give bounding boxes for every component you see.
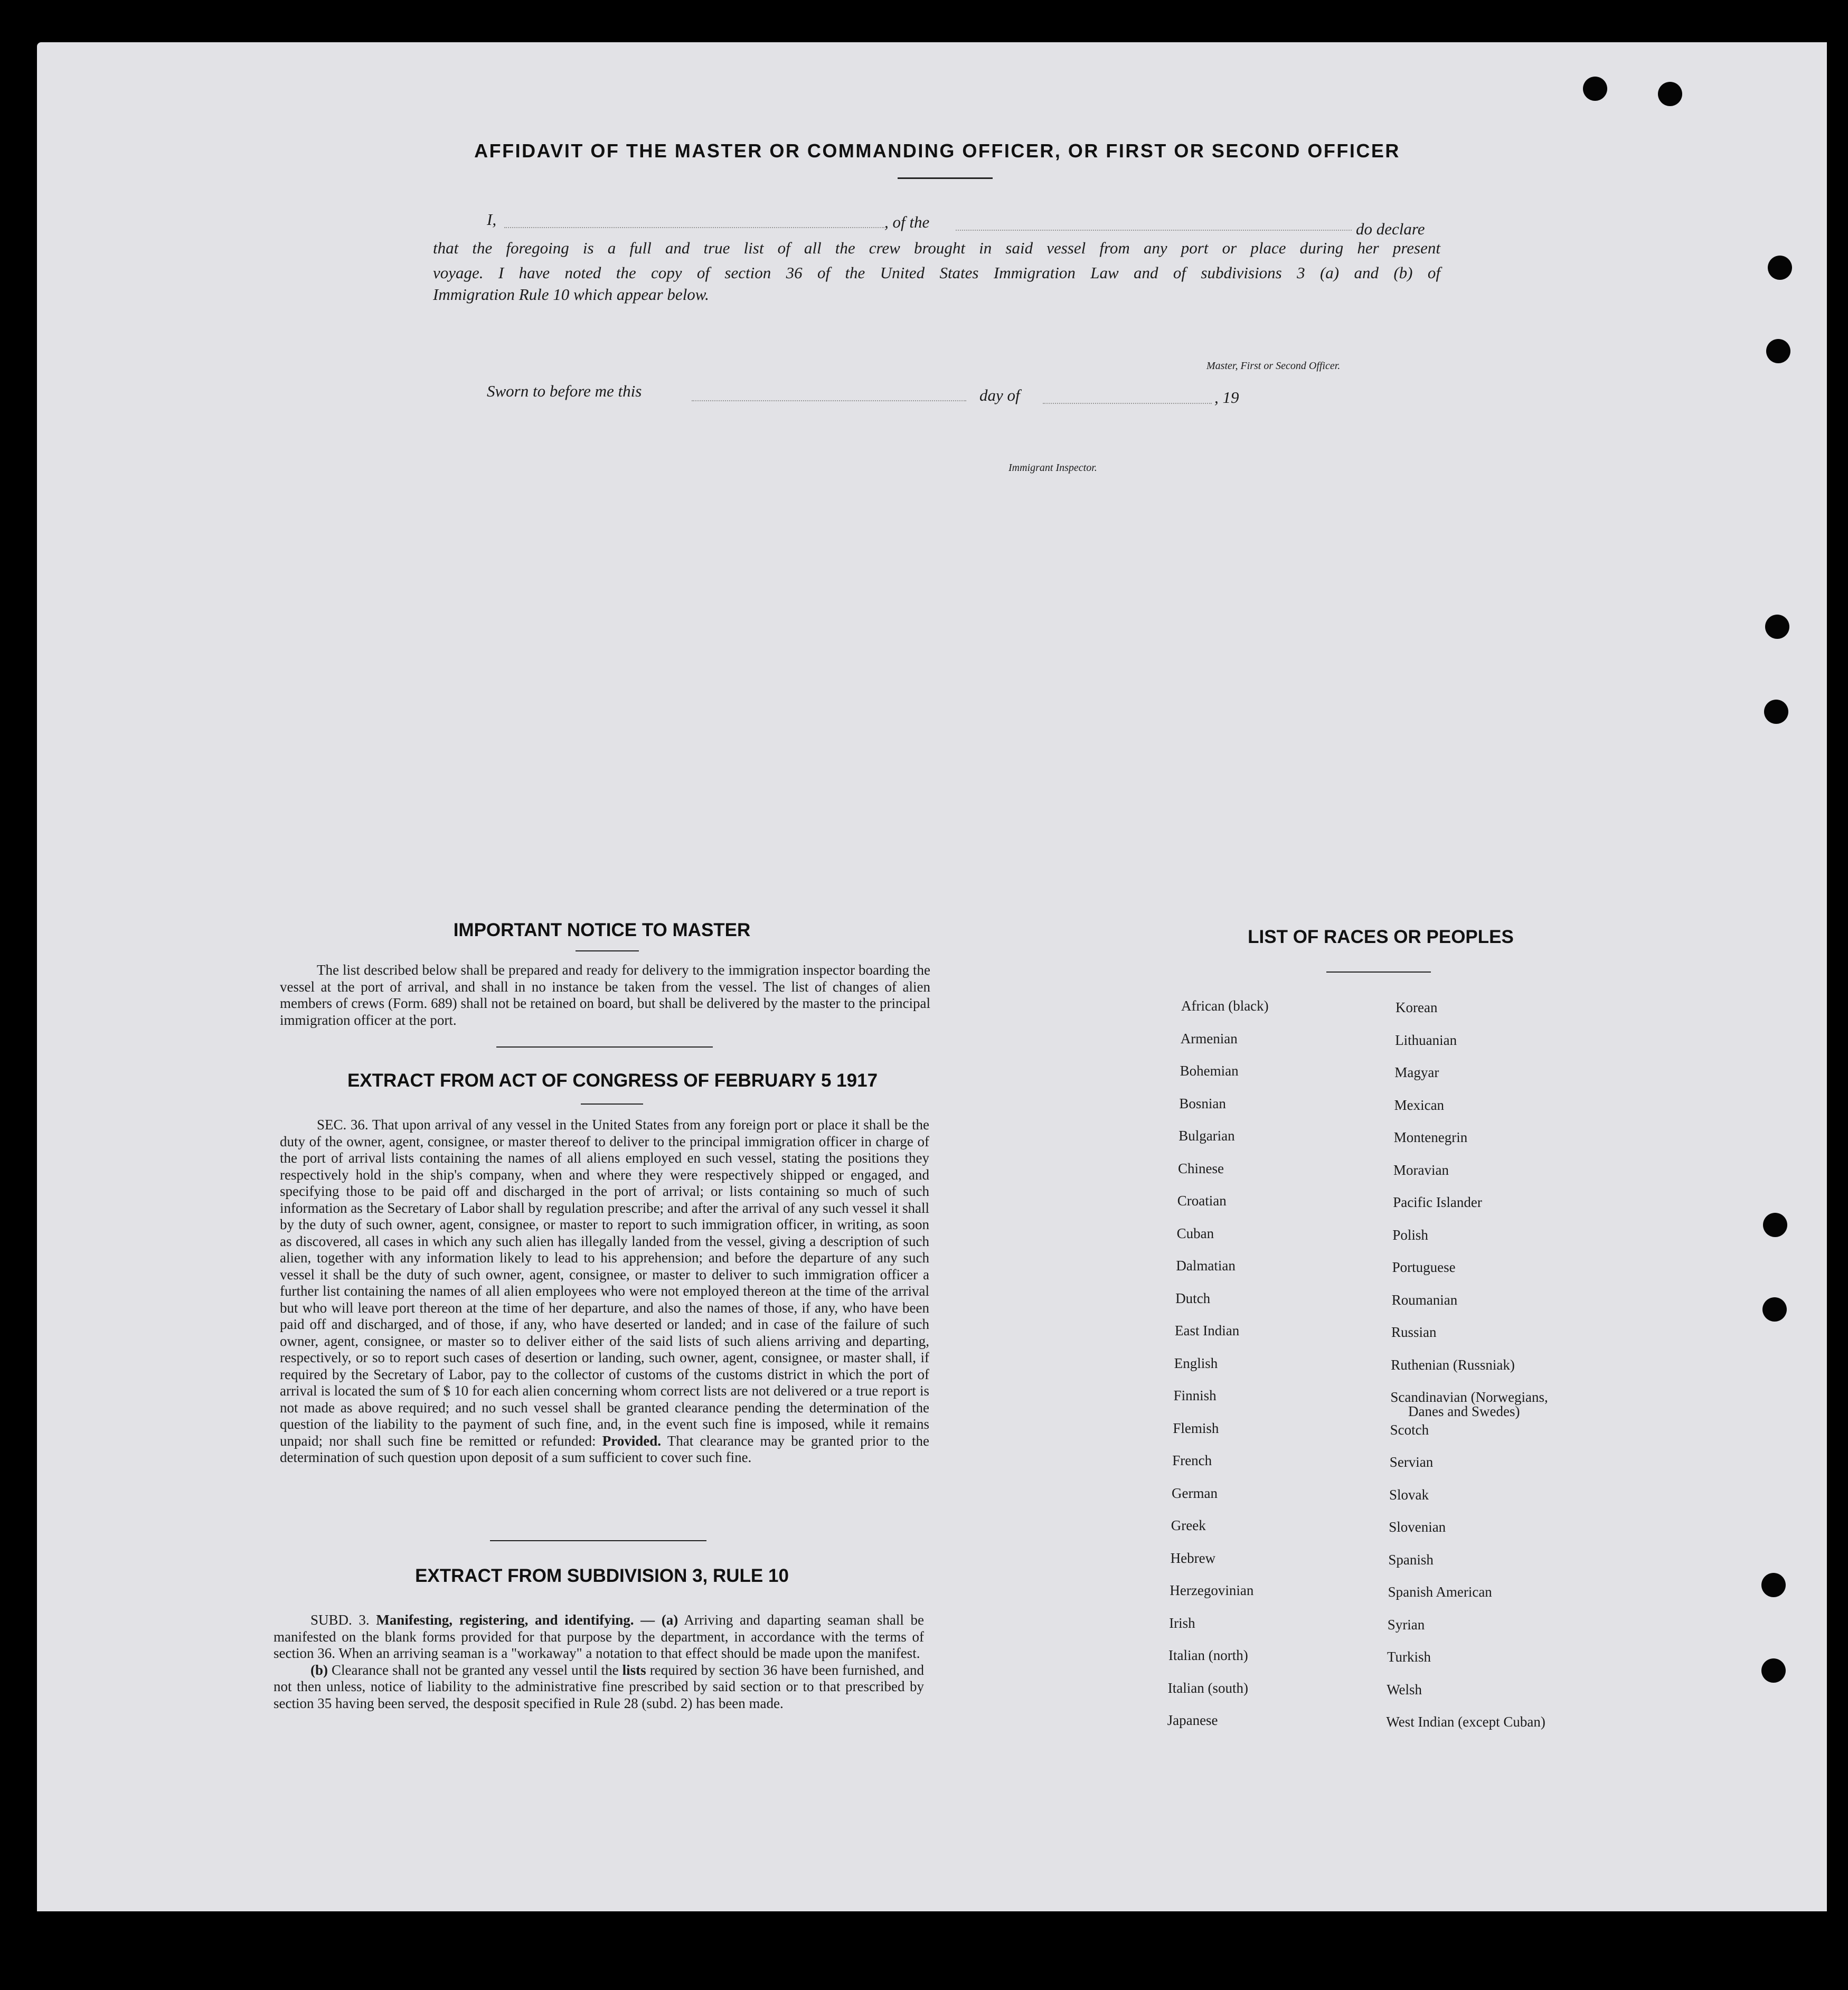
race-item: Slovak bbox=[1389, 1486, 1429, 1503]
section-divider bbox=[490, 1540, 706, 1541]
race-item: Servian bbox=[1389, 1454, 1434, 1470]
provided-label: Provided. bbox=[602, 1432, 662, 1449]
affidavit-line-3: voyage. I have noted the copy of section 36 of the United States Immigration Law and of subdivisions 3 (a) and (b) of bbox=[433, 263, 1440, 282]
binder-hole-icon bbox=[1768, 256, 1792, 280]
binder-hole-icon bbox=[1765, 615, 1789, 639]
sworn-label: Sworn to before me this bbox=[487, 382, 642, 400]
race-item: Ruthenian (Russniak) bbox=[1391, 1356, 1515, 1373]
race-item: Japanese bbox=[1167, 1712, 1218, 1728]
sworn-day-blank[interactable] bbox=[692, 400, 966, 401]
sworn-month-blank[interactable] bbox=[1043, 403, 1212, 404]
race-item: Korean bbox=[1396, 999, 1438, 1015]
race-item: German bbox=[1172, 1485, 1218, 1501]
race-item: Polish bbox=[1392, 1227, 1428, 1243]
immigrant-inspector-caption: Immigrant Inspector. bbox=[1008, 462, 1097, 474]
binder-hole-icon bbox=[1766, 339, 1790, 363]
race-item: Welsh bbox=[1387, 1681, 1422, 1697]
race-item: African (black) bbox=[1181, 998, 1269, 1014]
race-item: Cuban bbox=[1176, 1225, 1214, 1241]
act-text bbox=[280, 1117, 929, 1466]
race-item: Magyar bbox=[1394, 1064, 1439, 1080]
subd-prefix: SUBD. 3. bbox=[310, 1612, 370, 1628]
race-item: Dutch bbox=[1175, 1290, 1211, 1306]
rule-title: EXTRACT FROM SUBDIVISION 3, RULE 10 bbox=[415, 1565, 789, 1586]
affidavit-line-2: that the foregoing is a full and true list of all the crew brought in said vessel from any port or place during her present bbox=[433, 239, 1440, 257]
item-b-label: (b) bbox=[310, 1662, 328, 1678]
races-title: LIST OF RACES OR PEOPLES bbox=[1248, 927, 1514, 947]
binder-hole-icon bbox=[1761, 1658, 1786, 1683]
year-label: , 19 bbox=[1214, 388, 1239, 407]
race-item: Roumanian bbox=[1391, 1291, 1458, 1308]
race-item: Lithuanian bbox=[1395, 1032, 1457, 1048]
race-item: Greek bbox=[1171, 1517, 1206, 1533]
race-item: Finnish bbox=[1173, 1388, 1217, 1403]
race-item: Croatian bbox=[1177, 1193, 1227, 1209]
subd-heading: Manifesting, registering, and identifying. bbox=[376, 1612, 634, 1628]
race-item: Bohemian bbox=[1180, 1063, 1239, 1079]
race-item: Spanish bbox=[1388, 1551, 1434, 1568]
race-item: Syrian bbox=[1387, 1616, 1425, 1633]
rule-text bbox=[274, 1612, 924, 1712]
race-item: Russian bbox=[1391, 1324, 1437, 1340]
affidavit-line-4: Immigration Rule 10 which appear below. bbox=[433, 285, 709, 304]
race-item: Portuguese bbox=[1392, 1259, 1456, 1275]
race-item: Scandinavian (Norwegians, bbox=[1390, 1389, 1548, 1405]
race-item: Spanish American bbox=[1388, 1584, 1492, 1600]
act-body: SEC. 36. That upon arrival of any vessel in the United States from any foreign port or place it shall be the duty of the owner, agent, consignee, or master thereof to deliver to the principal immigration officer in charge of the port of arrival lists containing the names of all aliens employed en such vessel, stating the positions they respectively hold in the ship's company, when and where they were respectively shipped or engaged, and specifying those to be paid off and discharged in the port of arrival; or lists containing so much of such information as the Secretary of Labor shall by regulation prescribe; and after the arrival of any such vessel it shall by the duty of such owner, agent, consignee, or master to report to such immigration officer, in writing, as soon as discovered, all cases in which any such alien has illegally landed from the vessel, giving a description of such alien, together with any information likely to lead to his apprehension; and before the departure of any such vessel it shall be the duty of such owner, agent, consignee, or master to deliver to such immigration officer a further list containing the names of all alien employees who were not employed thereon at the time of the arrival but who will leave port thereon at the time of her departure, and also the names of those, if any, who have been paid off and discharged, and of those, if any, who have deserted or landed; and in case of the failure of such owner, agent, consignee, or master so to deliver either of the said lists of such aliens arriving and departing, respectively, or so to report such cases of desertion or landing, such owner, agent, consignee, or master shall, if required by the Secretary of Labor, pay to the collector of customs of the customs district in which the port of arrival is located the sum of $ 10 for each alien concerning whom correct lists are not delivered or a true report is not made as above required; and no such vessel shall be granted clearance pending the determination of the question of the liability to the payment of such fine, and, in the event such fine is imposed, while it remains unpaid; nor shall such fine be remitted or refunded: bbox=[280, 1117, 929, 1449]
race-item: Flemish bbox=[1173, 1420, 1219, 1436]
item-a-label: (a) bbox=[661, 1612, 678, 1628]
race-item: Herzegovinian bbox=[1170, 1582, 1254, 1598]
vessel-blank[interactable] bbox=[956, 230, 1352, 231]
section-divider bbox=[496, 1046, 713, 1048]
race-item: Mexican bbox=[1394, 1097, 1445, 1113]
race-item: Moravian bbox=[1393, 1162, 1449, 1178]
race-item: Bosnian bbox=[1179, 1095, 1226, 1111]
rule-paragraph-a bbox=[274, 1612, 924, 1662]
notice-title: IMPORTANT NOTICE TO MASTER bbox=[453, 920, 751, 940]
item-b-text-2: required by section 36 have been furnished, and not then unless, notice of liability to the administrative fine prescribed by said section or to that prescribed by section 35 having been served, the desposit specified in Rule 28 (subd. 2) has been made. bbox=[274, 1662, 925, 1711]
race-item: Armenian bbox=[1180, 1030, 1238, 1046]
race-item: Danes and Swedes) bbox=[1408, 1403, 1520, 1419]
binder-hole-icon bbox=[1764, 700, 1788, 724]
race-item: French bbox=[1172, 1453, 1212, 1468]
race-item: Hebrew bbox=[1170, 1550, 1216, 1566]
act-title: EXTRACT FROM ACT OF CONGRESS OF FEBRUARY 5 1917 bbox=[347, 1070, 878, 1091]
affidavit-i-label: I, bbox=[487, 210, 497, 229]
master-officer-caption: Master, First or Second Officer. bbox=[1206, 360, 1341, 372]
race-item: Bulgarian bbox=[1178, 1128, 1235, 1144]
binder-hole-icon bbox=[1762, 1297, 1787, 1322]
race-item: English bbox=[1174, 1355, 1218, 1371]
affidavit-title: AFFIDAVIT OF THE MASTER OR COMMANDING OFFICER, OR FIRST OR SECOND OFFICER bbox=[474, 140, 1400, 162]
race-item: Slovenian bbox=[1389, 1519, 1446, 1535]
race-item: Dalmatian bbox=[1176, 1258, 1236, 1274]
races-underline bbox=[1326, 972, 1431, 973]
day-of-label: day of bbox=[979, 386, 1020, 404]
race-item: Scotch bbox=[1390, 1421, 1429, 1438]
race-item: Irish bbox=[1169, 1615, 1195, 1631]
item-b-lists: lists bbox=[622, 1662, 646, 1678]
race-item: Montenegrin bbox=[1393, 1129, 1468, 1145]
race-item: Italian (south) bbox=[1167, 1680, 1249, 1696]
notice-text: The list described below shall be prepared and ready for delivery to the immigration inspector boarding the vessel at the port of arrival, and shall in no instance be taken from the vessel. The list of changes of alien members of crews (Form. 689) shall not be retained on board, but shall be delivered by the master to the principal immigration officer at the port. bbox=[280, 962, 930, 1028]
item-a-text: Arriving and daparting seaman shall be manifested on the blank forms provided for that purpose by the department, in accordance with the terms of section 36. When an arriving seaman is a "workaway" a notation to that effect should be made upon the manifest. bbox=[274, 1612, 924, 1661]
affidavit-of-the-label: , of the bbox=[884, 213, 930, 231]
binder-hole-icon bbox=[1763, 1213, 1787, 1237]
affidavit-declare-label: do declare bbox=[1356, 220, 1425, 238]
name-blank[interactable] bbox=[504, 227, 884, 228]
act-body-end: That clearance may be granted prior to the determination of such question upon deposit of a sum sufficient to cover such fine. bbox=[280, 1432, 930, 1465]
race-item: Turkish bbox=[1387, 1649, 1431, 1665]
title-underline bbox=[898, 177, 993, 179]
race-item: East Indian bbox=[1175, 1323, 1240, 1338]
race-item: Pacific Islander bbox=[1393, 1194, 1482, 1210]
act-underline bbox=[581, 1104, 643, 1105]
binder-hole-icon bbox=[1658, 82, 1682, 106]
race-item: Chinese bbox=[1178, 1160, 1224, 1176]
rule-paragraph-b bbox=[274, 1662, 924, 1712]
binder-hole-icon bbox=[1761, 1573, 1786, 1597]
subd-dash: — bbox=[640, 1612, 655, 1628]
notice-underline bbox=[576, 950, 639, 951]
race-item: Italian (north) bbox=[1168, 1647, 1248, 1663]
binder-hole-icon bbox=[1583, 77, 1607, 101]
item-b-text-1: Clearance shall not be granted any vessel until the bbox=[332, 1662, 619, 1678]
race-item: West Indian (except Cuban) bbox=[1386, 1714, 1545, 1730]
